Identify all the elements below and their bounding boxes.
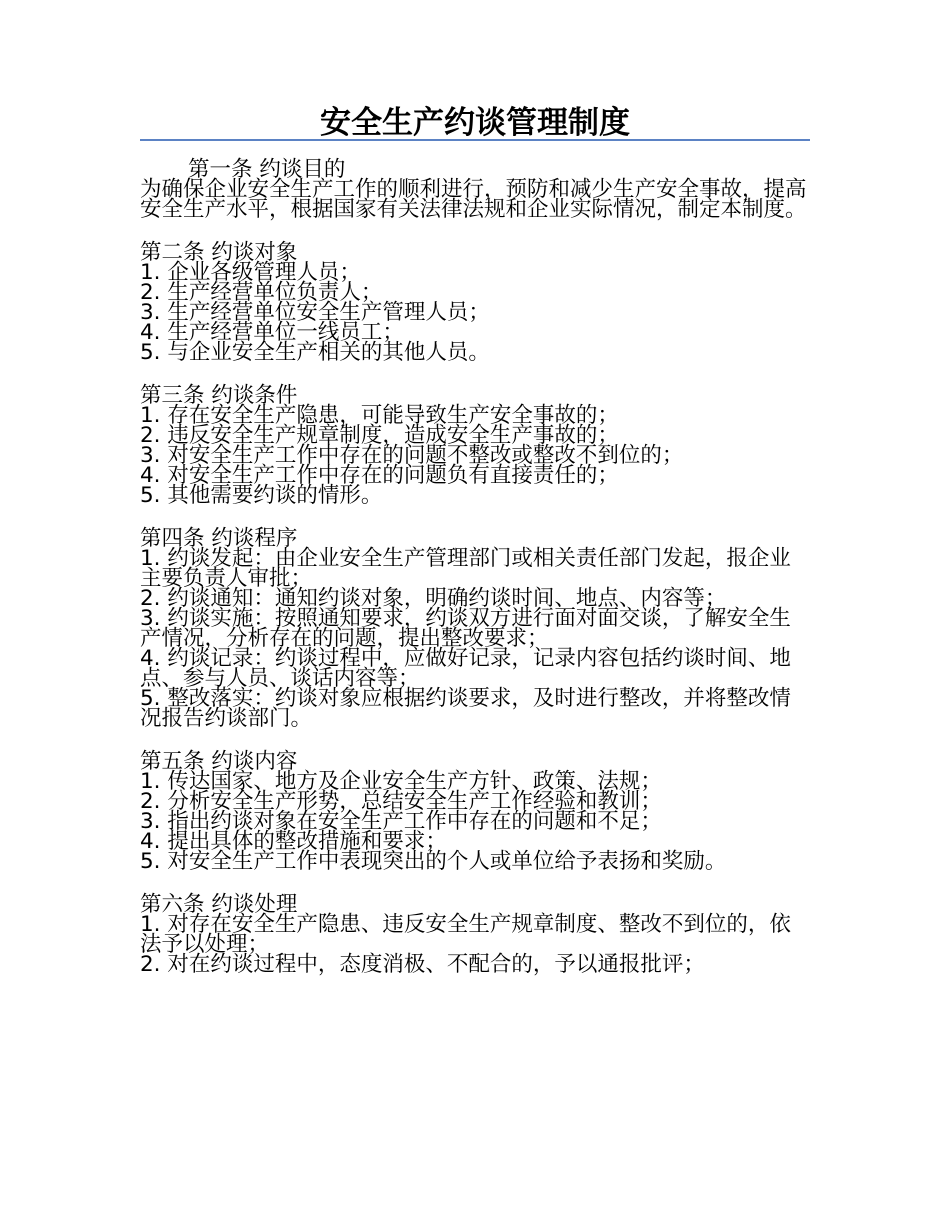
section-heading: 第六条 约谈处理: [140, 892, 298, 917]
list-item: 2. 分析安全生产形势，总结安全生产工作经验和教训；: [140, 789, 662, 814]
list-item: 4. 生产经营单位一线员工；: [140, 320, 404, 345]
list-item: 5. 对安全生产工作中表现突出的个人或单位给予表扬和奖励。: [140, 849, 727, 874]
list-item: 2. 约谈通知：通知约谈对象，明确约谈时间、地点、内容等；: [140, 586, 727, 611]
section-4: [140, 526, 812, 731]
list-item: 1. 传达国家、地方及企业安全生产方针、政策、法规；: [140, 769, 662, 794]
section-heading: 第四条 约谈程序: [140, 526, 298, 551]
list-item: 1. 约谈发起：由企业安全生产管理部门或相关责任部门发起，报企业主要负责人审批；: [140, 546, 791, 591]
section-heading: 第二条 约谈对象: [140, 240, 298, 265]
section-heading: 第一条 约谈目的: [188, 157, 346, 182]
list-item: 3. 对安全生产工作中存在的问题不整改或整改不到位的；: [140, 443, 684, 468]
list-item: 3. 约谈实施：按照通知要求，约谈双方进行面对面交谈，了解安全生产情况，分析存在的问题，提出整改要求；: [140, 606, 791, 651]
section-heading: 第五条 约谈内容: [140, 749, 298, 774]
section-5: [140, 749, 812, 874]
list-item: 2. 生产经营单位负责人；: [140, 280, 383, 305]
list-item: 2. 违反安全生产规章制度，造成安全生产事故的；: [140, 423, 619, 448]
list-item: 3. 指出约谈对象在安全生产工作中存在的问题和不足；: [140, 809, 662, 834]
section-6: [140, 892, 812, 977]
list-item: 5. 与企业安全生产相关的其他人员。: [140, 340, 490, 365]
list-item: 1. 企业各级管理人员；: [140, 260, 361, 285]
list-item: 5. 其他需要约谈的情形。: [140, 483, 383, 508]
list-item: 2. 对在约谈过程中，态度消极、不配合的，予以通报批评；: [140, 952, 705, 977]
section-1: [140, 157, 812, 222]
section-heading: 第三条 约谈条件: [140, 383, 298, 408]
list-item: 1. 对存在安全生产隐患、违反安全生产规章制度、整改不到位的，依法予以处理；: [140, 912, 791, 957]
list-item: 3. 生产经营单位安全生产管理人员；: [140, 300, 490, 325]
list-item: 4. 提出具体的整改措施和要求；: [140, 829, 447, 854]
title-divider: [140, 139, 810, 141]
list-item: 5. 整改落实：约谈对象应根据约谈要求，及时进行整改，并将整改情况报告约谈部门。: [140, 686, 791, 731]
document-body: [140, 157, 812, 998]
list-item: 1. 存在安全生产隐患，可能导致生产安全事故的；: [140, 403, 619, 428]
list-item: 4. 约谈记录：约谈过程中，应做好记录，记录内容包括约谈时间、地点、参与人员、谈话内容等；: [140, 646, 791, 691]
section-paragraph: 为确保企业安全生产工作的顺利进行，预防和减少生产安全事故，提高安全生产水平，根据国家有关法律法规和企业实际情况，制定本制度。: [140, 177, 807, 222]
section-3: [140, 383, 812, 508]
document-title: 安全生产约谈管理制度: [320, 105, 630, 141]
list-item: 4. 对安全生产工作中存在的问题负有直接责任的；: [140, 463, 619, 488]
section-2: [140, 240, 812, 365]
